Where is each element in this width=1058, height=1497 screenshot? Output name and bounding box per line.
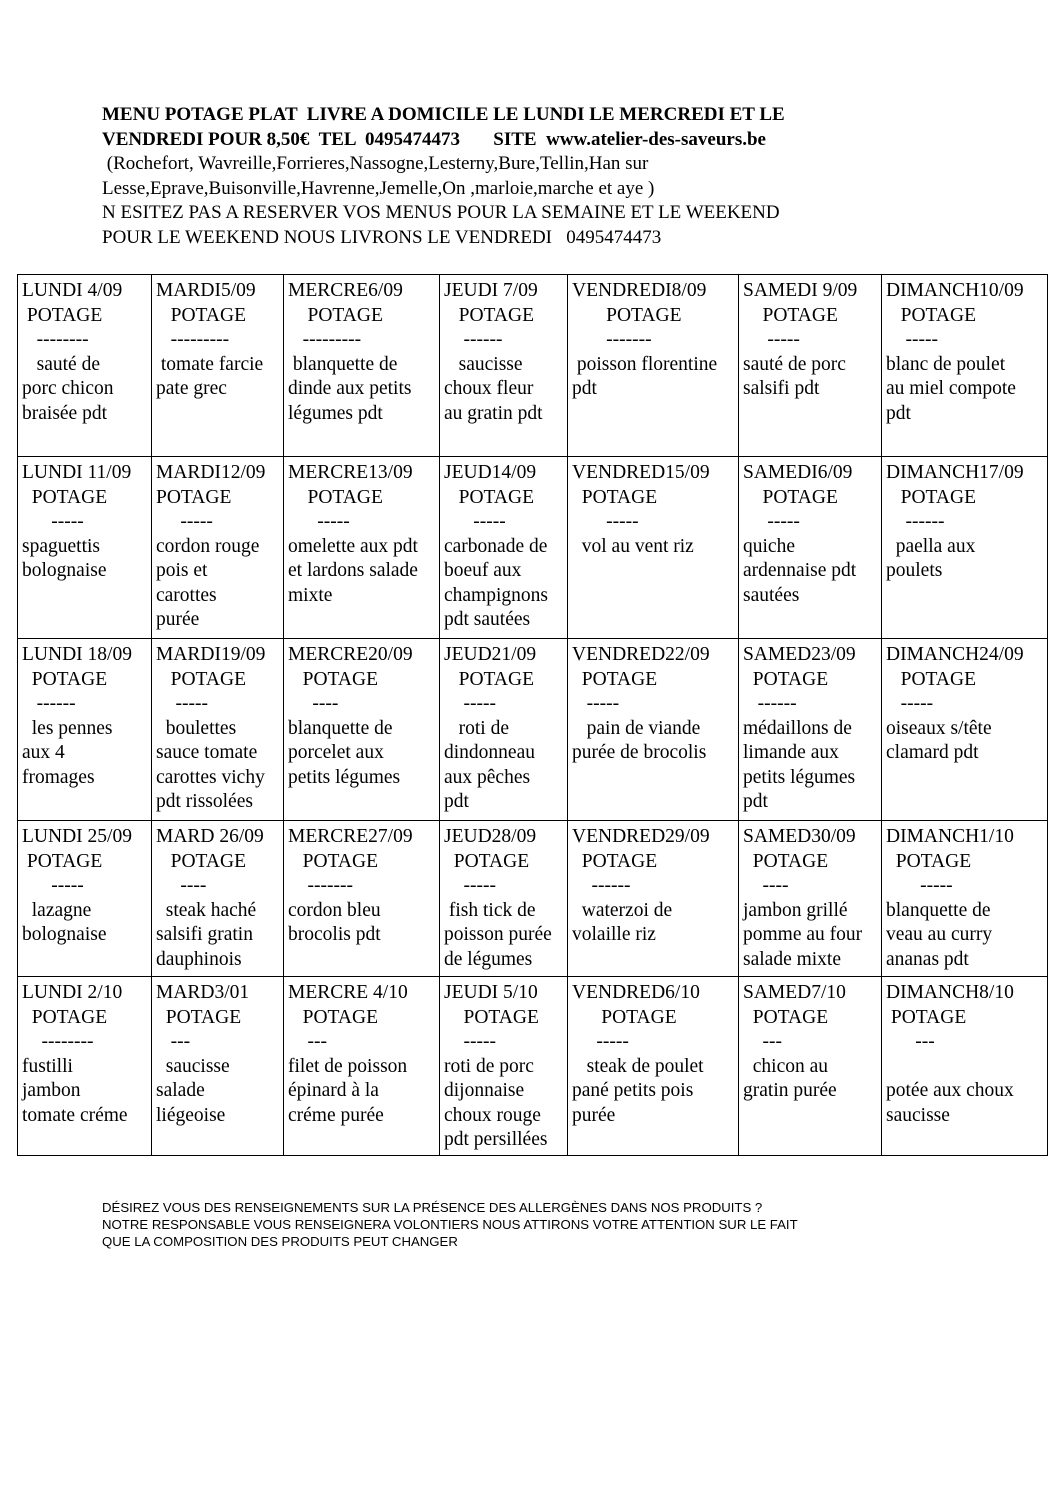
day-dish-line: pdt [572, 378, 597, 399]
day-dish-line: salade mixte [743, 948, 842, 970]
day-dish-line: au gratin pdt [444, 402, 543, 424]
day-cell [18, 821, 152, 977]
week-row [18, 275, 1048, 457]
day-dish-line: ----- [572, 1031, 629, 1052]
day-soup: POTAGE [886, 486, 976, 508]
day-soup: POTAGE [743, 304, 838, 326]
day-dish-line: ----- [572, 511, 639, 532]
day-dish-line: ----- [886, 693, 934, 714]
day-cell [152, 275, 284, 457]
day-date: DIMANCH1/10 [886, 826, 1014, 847]
day-dish-line: pain de viande [572, 717, 701, 739]
day-soup: POTAGE [572, 850, 658, 872]
day-cell [568, 639, 739, 821]
week-row [18, 821, 1048, 977]
day-dish-line: lazagne [22, 899, 92, 921]
footer-line-1: DÉSIREZ VOUS DES RENSEIGNEMENTS SUR LA PRÉSENCE DES ALLERGÈNES DANS NOS PRODUITS ? [102, 1200, 763, 1215]
day-soup: POTAGE [288, 850, 378, 872]
day-dish-line: dindonneau [444, 742, 535, 763]
day-dish-line: spaguettis [22, 535, 100, 557]
day-cell [284, 457, 440, 639]
day-date: JEUDI 5/10 [444, 982, 538, 1003]
day-dish-line: dinde aux petits [288, 378, 412, 399]
day-dish-line: choux rouge [444, 1104, 541, 1126]
day-soup: POTAGE [743, 486, 838, 508]
day-dish-line: choux fleur [444, 378, 534, 399]
day-dish-line: salade [156, 1080, 205, 1101]
day-cell [440, 457, 568, 639]
day-dish-line: bolognaise [22, 560, 107, 581]
day-dish-line: chicon au [743, 1055, 829, 1077]
day-date: MARD3/01 [156, 982, 250, 1003]
day-cell [440, 977, 568, 1156]
day-date: SAMEDI6/09 [743, 462, 853, 483]
day-dish-line: -------- [22, 1031, 94, 1052]
day-dish-line: pdt [743, 791, 768, 812]
day-soup: POTAGE [886, 304, 976, 326]
day-dish-line: limande aux [743, 742, 839, 763]
day-dish-line: --- [288, 1031, 327, 1052]
week-row [18, 977, 1048, 1156]
day-dish-line: pdt [444, 791, 469, 812]
day-dish-line: blanquette de [886, 899, 991, 921]
day-dish-line: ----- [288, 511, 350, 532]
day-dish-line: boeuf aux [444, 560, 522, 581]
day-cell [568, 821, 739, 977]
day-cell [739, 639, 882, 821]
day-date: SAMEDI 9/09 [743, 280, 858, 301]
day-dish-line: petits légumes [288, 766, 401, 788]
day-dish-line: vol au vent riz [572, 535, 694, 557]
day-cell [882, 821, 1048, 977]
day-dish-line: saucisse [444, 353, 523, 375]
day-dish-line: ------ [572, 875, 631, 896]
day-dish-line: pdt persillées [444, 1129, 548, 1150]
day-dish-line: blanquette de [288, 353, 398, 375]
day-dish-line: ------ [886, 511, 945, 532]
day-dish-line: ----- [22, 511, 84, 532]
day-soup: POTAGE [156, 486, 232, 508]
day-cell [440, 639, 568, 821]
day-dish-line: épinard à la [288, 1080, 379, 1101]
day-date: DIMANCH17/09 [886, 462, 1024, 483]
day-dish-line: clamard pdt [886, 742, 979, 763]
day-dish-line: jambon [22, 1080, 81, 1101]
header-line-2: VENDREDI POUR 8,50€ TEL 0495474473 SITE www.atelier-des-saveurs.be [102, 128, 766, 150]
day-soup: POTAGE [288, 486, 383, 508]
day-date: MARD 26/09 [156, 826, 264, 847]
day-date: MERCRE20/09 [288, 644, 413, 665]
day-dish-line: blanc de poulet [886, 353, 1006, 375]
day-dish-line: fromages [22, 766, 95, 788]
day-dish-line: -------- [22, 329, 89, 350]
day-date: DIMANCH8/10 [886, 982, 1014, 1003]
day-date: MERCRE13/09 [288, 462, 413, 483]
header-line-4: Lesse,Eprave,Buisonville,Havrenne,Jemelle,On ,marloie,marche et aye ) [102, 177, 655, 199]
day-soup: POTAGE [22, 304, 103, 326]
day-dish-line: saucisse [156, 1055, 230, 1077]
day-dish-line: --- [743, 1031, 782, 1052]
day-date: SAMED7/10 [743, 982, 846, 1003]
day-cell [568, 275, 739, 457]
day-date: JEUD14/09 [444, 462, 537, 483]
footer-line-2: NOTRE RESPONSABLE VOUS RENSEIGNERA VOLONTIERS NOUS ATTIRONS VOTRE ATTENTION SUR LE FAIT [102, 1217, 798, 1232]
day-cell [739, 821, 882, 977]
day-dish-line: mixte [288, 584, 333, 606]
day-dish-line: créme purée [288, 1104, 384, 1126]
day-dish-line: sauce tomate [156, 742, 258, 763]
day-dish-line: fish tick de [444, 899, 536, 921]
day-cell [18, 457, 152, 639]
day-dish-line: médaillons de [743, 717, 852, 739]
day-dish-line: --------- [288, 329, 362, 350]
weekly-menu-table [17, 274, 1048, 1156]
day-soup: POTAGE [444, 304, 534, 326]
day-dish-line: pois et [156, 560, 208, 581]
day-soup: POTAGE [444, 1006, 539, 1028]
day-soup: POTAGE [886, 668, 976, 690]
day-dish-line: carottes vichy [156, 766, 265, 788]
day-cell [882, 977, 1048, 1156]
day-dish-line: tomate farcie [156, 353, 264, 375]
day-date: LUNDI 25/09 [22, 826, 132, 847]
day-soup: POTAGE [156, 1006, 242, 1028]
day-dish-line: bolognaise [22, 924, 107, 945]
day-dish-line: salsifi gratin [156, 924, 253, 945]
day-dish-line: porc chicon [22, 378, 114, 399]
day-cell [18, 639, 152, 821]
menu-header [102, 103, 1002, 250]
day-dish-line: cordon rouge [156, 535, 260, 557]
day-soup: POTAGE [156, 668, 246, 690]
day-date: MERCRE6/09 [288, 280, 403, 301]
day-date: LUNDI 18/09 [22, 644, 132, 665]
day-soup: POTAGE [886, 850, 972, 872]
day-dish-line [886, 1055, 1044, 1080]
day-dish-line: liégeoise [156, 1104, 226, 1126]
day-date: DIMANCH24/09 [886, 644, 1024, 665]
day-dish-line: ------- [572, 329, 652, 350]
day-dish-line: ----- [22, 875, 84, 896]
day-soup: POTAGE [886, 1006, 967, 1028]
day-dish-line: roti de porc [444, 1055, 534, 1077]
day-dish-line: pomme au four [743, 924, 863, 945]
day-soup: POTAGE [156, 850, 246, 872]
day-cell [284, 275, 440, 457]
day-cell [568, 457, 739, 639]
week-row [18, 639, 1048, 821]
day-dish-line: poulets [886, 560, 943, 581]
day-cell [440, 275, 568, 457]
day-date: VENDRED22/09 [572, 644, 710, 665]
day-soup: POTAGE [743, 668, 829, 690]
day-soup: POTAGE [22, 668, 108, 690]
header-line-1: MENU POTAGE PLAT LIVRE A DOMICILE LE LUNDI LE MERCREDI ET LE [102, 104, 785, 125]
day-date: VENDRED15/09 [572, 462, 710, 483]
day-date: DIMANCH10/09 [886, 280, 1024, 301]
day-dish-line: pdt [886, 402, 911, 424]
day-dish-line: ----- [886, 875, 953, 896]
day-cell [152, 977, 284, 1156]
day-dish-line: ----- [743, 511, 800, 532]
day-dish-line: purée de brocolis [572, 742, 707, 763]
day-date: VENDREDI8/09 [572, 280, 707, 301]
day-cell [882, 639, 1048, 821]
day-date: MERCRE27/09 [288, 826, 413, 847]
day-dish-line: sautées [743, 584, 800, 606]
day-dish-line: ----- [156, 511, 213, 532]
day-cell [284, 977, 440, 1156]
day-soup: POTAGE [743, 1006, 829, 1028]
day-soup: POTAGE [572, 304, 682, 326]
header-line-6: POUR LE WEEKEND NOUS LIVRONS LE VENDREDI 0495474473 [102, 226, 662, 248]
day-soup: POTAGE [288, 668, 378, 690]
day-dish-line: brocolis pdt [288, 924, 381, 945]
day-dish-line: ----- [444, 511, 506, 532]
day-cell [284, 639, 440, 821]
day-dish-line: fustilli [22, 1055, 73, 1077]
day-date: LUNDI 2/10 [22, 982, 123, 1003]
day-dish-line: waterzoi de [572, 899, 673, 921]
day-dish-line: gratin purée [743, 1080, 837, 1101]
day-date: LUNDI 11/09 [22, 462, 132, 483]
header-line-3: (Rochefort, Wavreille,Forrieres,Nassogne,Lesterny,Bure,Tellin,Han sur [102, 153, 649, 174]
day-dish-line: paella aux [886, 535, 976, 557]
day-dish-line: ----- [572, 693, 620, 714]
day-soup: POTAGE [444, 668, 534, 690]
day-dish-line: steak haché [156, 899, 257, 921]
day-cell [882, 275, 1048, 457]
day-soup: POTAGE [572, 1006, 677, 1028]
day-date: MARDI12/09 [156, 462, 266, 483]
day-soup: POTAGE [444, 850, 530, 872]
day-dish-line: ------ [22, 693, 76, 714]
day-dish-line: ----- [444, 1031, 496, 1052]
day-cell [739, 977, 882, 1156]
day-dish-line: pané petits pois [572, 1080, 694, 1101]
day-dish-line: salsifi pdt [743, 378, 820, 399]
day-dish-line: ----- [444, 693, 496, 714]
day-dish-line: champignons [444, 584, 548, 606]
day-dish-line: tomate créme [22, 1104, 128, 1126]
day-dish-line: boulettes [156, 717, 237, 739]
day-dish-line: ------ [444, 329, 503, 350]
day-dish-line: pdt sautées [444, 609, 531, 630]
day-soup: POTAGE [572, 668, 658, 690]
day-dish-line: cordon bleu [288, 899, 381, 921]
day-dish-line: ----- [444, 875, 496, 896]
day-dish-line: veau au curry [886, 924, 993, 945]
day-dish-line: porcelet aux [288, 742, 384, 763]
day-date: MARDI5/09 [156, 280, 256, 301]
day-soup: POTAGE [156, 304, 246, 326]
day-dish-line: ananas pdt [886, 948, 969, 970]
day-dish-line: ---- [743, 875, 789, 896]
day-dish-line: au miel compote [886, 378, 1016, 399]
day-dish-line: saucisse [886, 1104, 950, 1126]
day-date: MERCRE 4/10 [288, 982, 408, 1003]
day-dish-line: carottes [156, 584, 217, 606]
allergen-notice [102, 1199, 1002, 1250]
day-date: LUNDI 4/09 [22, 280, 123, 301]
day-dish-line: ----- [156, 693, 208, 714]
day-dish-line: purée [572, 1104, 616, 1126]
day-dish-line: poisson purée [444, 924, 552, 945]
day-dish-line: ------- [288, 875, 353, 896]
day-dish-line: de légumes [444, 948, 533, 970]
day-dish-line: ---- [156, 875, 207, 896]
day-dish-line: ardennaise pdt [743, 560, 857, 581]
day-dish-line: aux pêches [444, 766, 531, 788]
day-cell [882, 457, 1048, 639]
day-date: VENDRED29/09 [572, 826, 710, 847]
day-dish-line: volaille riz [572, 924, 656, 945]
day-dish-line: roti de [444, 717, 509, 739]
day-dish-line: dijonnaise [444, 1080, 525, 1101]
day-dish-line: quiche [743, 535, 795, 557]
day-soup: POTAGE [288, 1006, 378, 1028]
day-dish-line: filet de poisson [288, 1055, 408, 1077]
day-dish-line: ----- [743, 329, 800, 350]
week-row [18, 457, 1048, 639]
day-cell [152, 457, 284, 639]
day-dish-line: dauphinois [156, 948, 242, 970]
day-dish-line: les pennes [22, 717, 113, 739]
day-dish-line: jambon grillé [743, 899, 848, 921]
day-dish-line: pdt rissolées [156, 791, 253, 812]
day-dish-line: carbonade de [444, 535, 548, 557]
day-dish-line: ------ [743, 693, 797, 714]
day-dish-line: et lardons salade [288, 560, 418, 581]
day-soup: POTAGE [288, 304, 383, 326]
day-dish-line: légumes pdt [288, 402, 383, 424]
day-dish-line: poisson florentine [572, 353, 718, 375]
day-date: JEUDI 7/09 [444, 280, 538, 301]
day-dish-line: petits légumes [743, 766, 856, 788]
day-dish-line: omelette aux pdt [288, 535, 418, 557]
day-dish-line: steak de poulet [572, 1055, 704, 1077]
day-cell [152, 821, 284, 977]
day-cell [568, 977, 739, 1156]
day-dish-line: aux 4 [22, 742, 65, 763]
day-dish-line: blanquette de [288, 717, 393, 739]
day-dish-line: --- [886, 1031, 935, 1052]
day-dish-line: sauté de [22, 353, 100, 375]
day-cell [440, 821, 568, 977]
day-dish-line: oiseaux s/tête [886, 717, 992, 739]
day-date: MARDI19/09 [156, 644, 266, 665]
day-dish-line: ----- [886, 329, 938, 350]
header-line-5: N ESITEZ PAS A RESERVER VOS MENUS POUR LA SEMAINE ET LE WEEKEND [102, 202, 780, 223]
day-soup: POTAGE [22, 850, 103, 872]
footer-line-3: QUE LA COMPOSITION DES PRODUITS PEUT CHANGER [102, 1234, 458, 1249]
day-dish-line: pate grec [156, 378, 227, 399]
day-dish-line: sauté de porc [743, 353, 846, 375]
day-dish-line: potée aux choux [886, 1080, 1014, 1101]
day-date: VENDRED6/10 [572, 982, 700, 1003]
day-dish-line: braisée pdt [22, 402, 108, 424]
day-dish-line: --- [156, 1031, 191, 1052]
day-cell [739, 275, 882, 457]
day-soup: POTAGE [22, 1006, 108, 1028]
day-soup: POTAGE [444, 486, 534, 508]
day-cell [18, 977, 152, 1156]
day-soup: POTAGE [743, 850, 829, 872]
day-cell [739, 457, 882, 639]
day-date: SAMED23/09 [743, 644, 856, 665]
day-dish-line: --------- [156, 329, 230, 350]
day-dish-line: purée [156, 609, 200, 630]
day-cell [152, 639, 284, 821]
day-dish-line: ---- [288, 693, 339, 714]
day-date: JEUD21/09 [444, 644, 537, 665]
day-soup: POTAGE [572, 486, 658, 508]
day-date: SAMED30/09 [743, 826, 856, 847]
day-soup: POTAGE [22, 486, 108, 508]
day-date: JEUD28/09 [444, 826, 537, 847]
day-cell [284, 821, 440, 977]
day-cell [18, 275, 152, 457]
